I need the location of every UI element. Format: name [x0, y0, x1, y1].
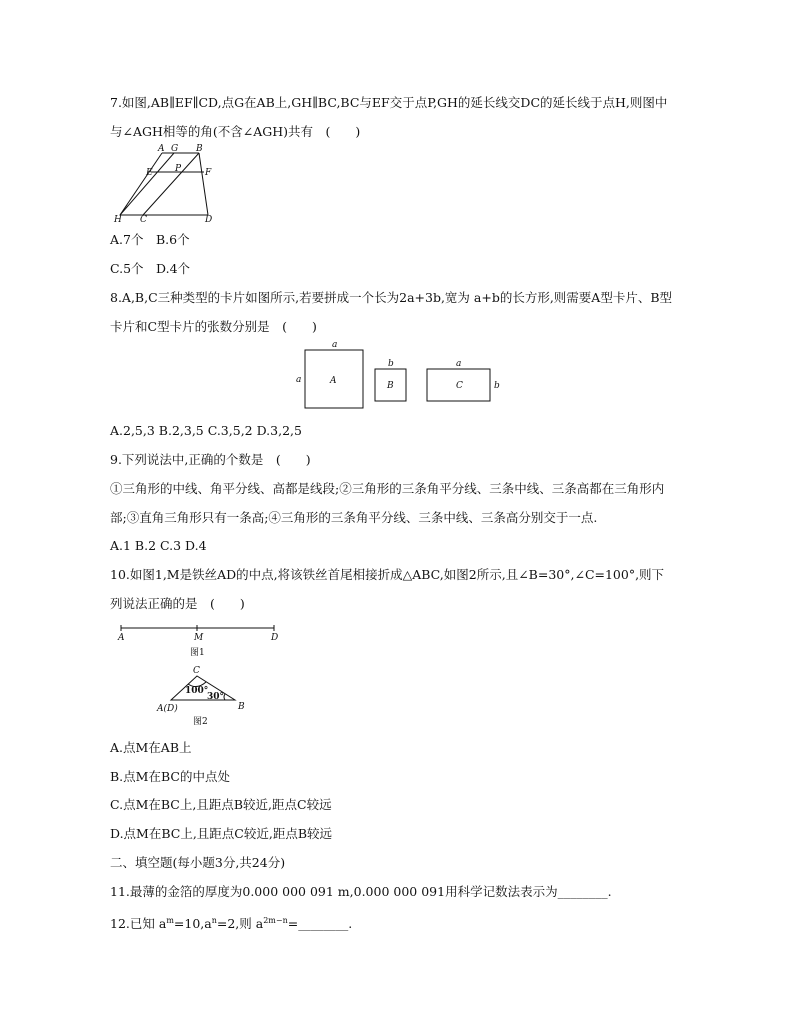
card-c-name: C — [456, 381, 463, 391]
q10-text-line1: 10.如图1,M是铁丝AD的中点,将该铁丝首尾相接折成△ABC,如图2所示,且∠B=30°,∠C=100°,则下 — [110, 567, 665, 582]
q11-text: 11.最薄的金箔的厚度为0.000 000 091 m,0.000 000 091用科学记数法表示为________. — [110, 884, 612, 899]
q12-mid2: =2,则 a — [216, 916, 264, 932]
label-B: B — [196, 144, 203, 154]
section2-heading: 二、填空题(每小题3分,共24分) — [110, 855, 286, 870]
fig2-caption: 图2 — [193, 717, 208, 727]
fig1-label-M: M — [194, 633, 204, 643]
q10-option-a: A.点M在AB上 — [110, 740, 192, 755]
q8-text-line2: 卡片和C型卡片的张数分别是 ( ) — [110, 319, 317, 334]
q8-cards-figure — [290, 338, 505, 412]
q9-text-line3: 部;③直角三角形只有一条高;④三角形的三条角平分线、三条中线、三条高分别交于一点. — [110, 510, 598, 525]
card-a-top-label: a — [332, 340, 338, 350]
q12-sup-2m-n: 2m−n — [263, 916, 288, 925]
q7-options-ab: A.7个 B.6个 — [110, 232, 190, 247]
q12-mid1: =10,a — [173, 916, 212, 932]
fig2-angle-C: 100° — [185, 686, 209, 696]
q12-text — [110, 913, 352, 932]
q7-text-line1: 7.如图,AB∥EF∥CD,点G在AB上,GH∥BC,BC与EF交于点P,GH的延长线交DC的延长线于点H,则图中 — [110, 95, 668, 110]
fig1-label-A: A — [118, 633, 125, 643]
q9-options: A.1 B.2 C.3 D.4 — [110, 538, 207, 553]
q10-text-line2: 列说法正确的是 ( ) — [110, 596, 245, 611]
fig2-label-C: C — [193, 666, 200, 676]
label-P: P — [175, 164, 182, 174]
q10-option-c: C.点M在BC上,且距点B较近,距点C较远 — [110, 797, 332, 812]
label-A: A — [158, 144, 165, 154]
label-D: D — [205, 215, 213, 224]
fig1-caption: 图1 — [190, 648, 205, 658]
q12-sup-n: n — [211, 916, 217, 925]
q12-prefix: 12.已知 a — [110, 916, 167, 932]
q10-option-d: D.点M在BC上,且距点C较近,距点B较远 — [110, 826, 333, 841]
q10-option-b: B.点M在BC的中点处 — [110, 769, 230, 784]
label-H: H — [114, 215, 122, 224]
fig1-label-D: D — [271, 633, 279, 643]
q10-figure1 — [112, 620, 287, 658]
label-E: E — [146, 168, 153, 178]
card-c-side-label: b — [494, 381, 500, 391]
q12-suffix: =________. — [287, 916, 353, 932]
q8-text-line1: 8.A,B,C三种类型的卡片如图所示,若要拼成一个长为2a+3b,宽为 a+b的长方形,则需要A型卡片、B型 — [110, 290, 673, 305]
fig2-label-AD: A(D) — [157, 704, 178, 714]
fig2-angle-B: 30° — [207, 692, 225, 702]
q8-options: A.2,5,3 B.2,3,5 C.3,5,2 D.3,2,5 — [110, 423, 302, 438]
card-c-top-label: a — [456, 359, 462, 369]
q9-text-line1: 9.下列说法中,正确的个数是 ( ) — [110, 452, 311, 467]
q7-figure — [110, 142, 220, 224]
label-F: F — [205, 168, 212, 178]
q12-sup-m: m — [166, 916, 174, 925]
label-C: C — [140, 215, 147, 224]
q7-options-cd: C.5个 D.4个 — [110, 261, 191, 276]
card-a-side-label: a — [296, 375, 302, 385]
card-b-name: B — [387, 381, 394, 391]
label-G: G — [171, 144, 179, 154]
fig2-label-B: B — [238, 702, 245, 712]
card-a-name: A — [330, 376, 337, 386]
q10-figure2 — [155, 664, 265, 730]
card-b-top-label: b — [388, 359, 394, 369]
q7-text-line2: 与∠AGH相等的角(不含∠AGH)共有 ( ) — [110, 124, 361, 139]
q9-text-line2: ①三角形的中线、角平分线、高都是线段;②三角形的三条角平分线、三条中线、三条高都在三角形内 — [110, 481, 665, 496]
